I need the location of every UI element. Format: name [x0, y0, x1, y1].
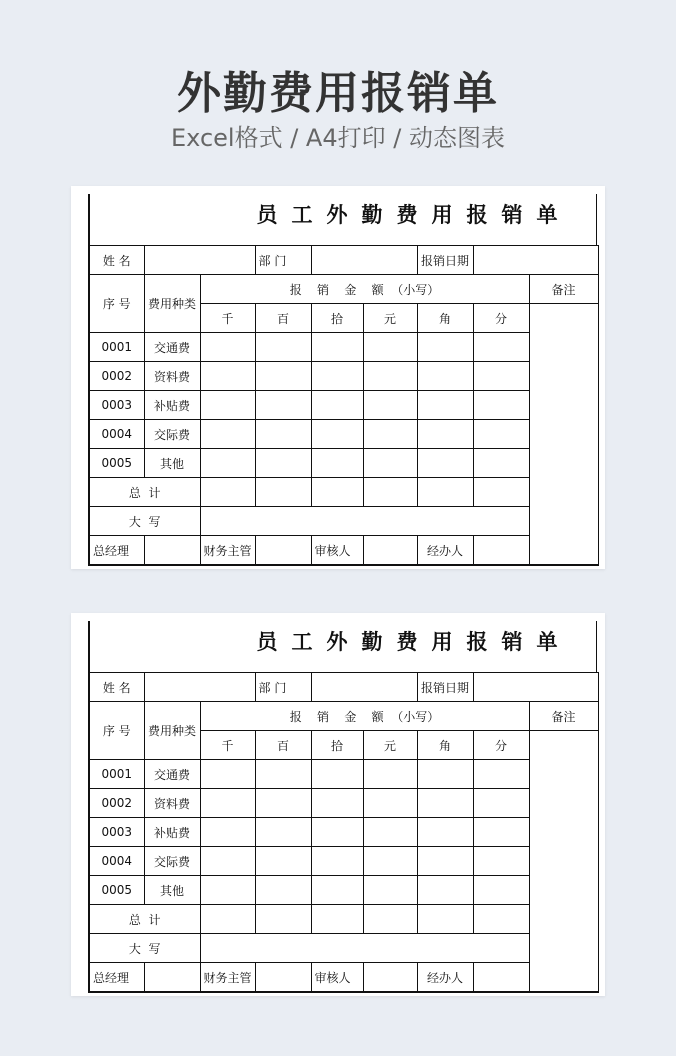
type-label: 费用种类: [144, 702, 200, 760]
form-sheet-1: [71, 186, 605, 569]
total-cell[interactable]: [200, 905, 255, 934]
amount-cell[interactable]: [311, 391, 363, 420]
amount-cell[interactable]: [255, 420, 311, 449]
amount-cell[interactable]: [363, 818, 417, 847]
capital-field[interactable]: [200, 507, 529, 536]
row-type: 其他: [144, 876, 200, 905]
unit-fen: 分: [473, 731, 529, 760]
unit-yuan: 元: [363, 731, 417, 760]
row-type: 交通费: [144, 760, 200, 789]
row-code: 0004: [89, 420, 144, 449]
amount-cell[interactable]: [255, 333, 311, 362]
amount-cell[interactable]: [417, 420, 473, 449]
amount-cell[interactable]: [311, 760, 363, 789]
amount-cell[interactable]: [311, 420, 363, 449]
amount-cell[interactable]: [473, 789, 529, 818]
manager-label: 总经理: [89, 536, 144, 566]
auditor-label: 审核人: [311, 536, 363, 566]
unit-thousand: 千: [200, 731, 255, 760]
unit-fen: 分: [473, 304, 529, 333]
remark-label: 备注: [529, 275, 598, 304]
page-subtitle: Excel格式 / A4打印 / 动态图表: [171, 124, 505, 152]
amount-cell[interactable]: [417, 789, 473, 818]
seq-label: 序 号: [89, 702, 144, 760]
auditor-field[interactable]: [363, 963, 417, 993]
name-field[interactable]: [144, 246, 255, 275]
amount-cell[interactable]: [200, 391, 255, 420]
name-field[interactable]: [144, 673, 255, 702]
amount-cell[interactable]: [473, 362, 529, 391]
amount-cell[interactable]: [255, 876, 311, 905]
row-type: 资料费: [144, 789, 200, 818]
amount-cell[interactable]: [363, 876, 417, 905]
unit-ten: 拾: [311, 731, 363, 760]
total-cell[interactable]: [417, 478, 473, 507]
finance-field[interactable]: [255, 963, 311, 993]
total-cell[interactable]: [363, 905, 417, 934]
form-title: 员工外勤费用报销单: [256, 629, 572, 654]
amount-cell[interactable]: [363, 449, 417, 478]
amount-cell[interactable]: [363, 391, 417, 420]
row-code: 0005: [89, 876, 144, 905]
amount-cell[interactable]: [363, 789, 417, 818]
amount-cell[interactable]: [363, 847, 417, 876]
remark-field[interactable]: [529, 731, 598, 993]
row-code: 0001: [89, 760, 144, 789]
amount-cell[interactable]: [473, 876, 529, 905]
unit-hundred: 百: [255, 731, 311, 760]
manager-label: 总经理: [89, 963, 144, 993]
total-cell[interactable]: [311, 478, 363, 507]
row-code: 0003: [89, 391, 144, 420]
total-cell[interactable]: [473, 905, 529, 934]
date-field[interactable]: [473, 246, 598, 275]
sheet-border-left: [88, 194, 90, 246]
amount-cell[interactable]: [417, 333, 473, 362]
page-title: 外勤费用报销单: [177, 68, 499, 119]
amount-cell[interactable]: [200, 818, 255, 847]
unit-jiao: 角: [417, 731, 473, 760]
amount-cell[interactable]: [363, 760, 417, 789]
amount-cell[interactable]: [200, 449, 255, 478]
total-label: 总 计: [89, 478, 200, 507]
amount-cell[interactable]: [311, 362, 363, 391]
form-title: 员工外勤费用报销单: [256, 202, 572, 227]
row-type: 补贴费: [144, 391, 200, 420]
amount-cell[interactable]: [255, 362, 311, 391]
unit-thousand: 千: [200, 304, 255, 333]
row-type: 资料费: [144, 362, 200, 391]
amount-cell[interactable]: [473, 333, 529, 362]
manager-field[interactable]: [144, 963, 200, 993]
total-cell[interactable]: [311, 905, 363, 934]
amount-cell[interactable]: [473, 818, 529, 847]
amount-cell[interactable]: [311, 847, 363, 876]
amount-cell[interactable]: [417, 760, 473, 789]
auditor-label: 审核人: [311, 963, 363, 993]
capital-label: 大 写: [89, 507, 200, 536]
form-sheet-2: [71, 613, 605, 996]
row-code: 0001: [89, 333, 144, 362]
amount-cell[interactable]: [255, 449, 311, 478]
unit-ten: 拾: [311, 304, 363, 333]
expense-table: [88, 672, 599, 993]
amount-cell[interactable]: [417, 876, 473, 905]
total-cell[interactable]: [363, 478, 417, 507]
capital-label: 大 写: [89, 934, 200, 963]
amount-cell[interactable]: [363, 420, 417, 449]
handler-field[interactable]: [473, 536, 529, 566]
amount-cell[interactable]: [473, 420, 529, 449]
dept-field[interactable]: [311, 246, 417, 275]
row-code: 0003: [89, 818, 144, 847]
sheet-border-left: [88, 621, 90, 673]
total-cell[interactable]: [255, 905, 311, 934]
handler-label: 经办人: [417, 536, 473, 566]
amount-cell[interactable]: [255, 818, 311, 847]
amount-cell[interactable]: [255, 847, 311, 876]
amount-cell[interactable]: [311, 876, 363, 905]
total-label: 总 计: [89, 905, 200, 934]
amount-header: 报 销 金 额 （小写）: [200, 702, 529, 731]
row-type: 交通费: [144, 333, 200, 362]
amount-cell[interactable]: [363, 362, 417, 391]
row-type: 补贴费: [144, 818, 200, 847]
unit-hundred: 百: [255, 304, 311, 333]
dept-label: 部 门: [255, 673, 311, 702]
amount-cell[interactable]: [200, 760, 255, 789]
amount-cell[interactable]: [200, 789, 255, 818]
row-type: 其他: [144, 449, 200, 478]
seq-label: 序 号: [89, 275, 144, 333]
date-label: 报销日期: [417, 673, 473, 702]
date-label: 报销日期: [417, 246, 473, 275]
name-label: 姓 名: [89, 246, 144, 275]
row-type: 交际费: [144, 420, 200, 449]
amount-cell[interactable]: [473, 847, 529, 876]
finance-field[interactable]: [255, 536, 311, 566]
amount-cell[interactable]: [255, 760, 311, 789]
auditor-field[interactable]: [363, 536, 417, 566]
row-code: 0002: [89, 362, 144, 391]
amount-cell[interactable]: [200, 420, 255, 449]
date-field[interactable]: [473, 673, 598, 702]
row-code: 0004: [89, 847, 144, 876]
amount-cell[interactable]: [311, 789, 363, 818]
unit-yuan: 元: [363, 304, 417, 333]
dept-label: 部 门: [255, 246, 311, 275]
handler-field[interactable]: [473, 963, 529, 993]
row-code: 0002: [89, 789, 144, 818]
unit-jiao: 角: [417, 304, 473, 333]
amount-cell[interactable]: [255, 391, 311, 420]
amount-header: 报 销 金 额 （小写）: [200, 275, 529, 304]
remark-label: 备注: [529, 702, 598, 731]
remark-field[interactable]: [529, 304, 598, 566]
row-type: 交际费: [144, 847, 200, 876]
expense-table: [88, 245, 599, 566]
amount-cell[interactable]: [200, 362, 255, 391]
total-cell[interactable]: [255, 478, 311, 507]
total-cell[interactable]: [417, 905, 473, 934]
handler-label: 经办人: [417, 963, 473, 993]
amount-cell[interactable]: [417, 391, 473, 420]
amount-cell[interactable]: [473, 760, 529, 789]
manager-field[interactable]: [144, 536, 200, 566]
finance-label: 财务主管: [200, 963, 255, 993]
total-cell[interactable]: [200, 478, 255, 507]
amount-cell[interactable]: [311, 333, 363, 362]
amount-cell[interactable]: [473, 449, 529, 478]
amount-cell[interactable]: [200, 876, 255, 905]
amount-cell[interactable]: [473, 391, 529, 420]
capital-field[interactable]: [200, 934, 529, 963]
amount-cell[interactable]: [417, 847, 473, 876]
amount-cell[interactable]: [363, 333, 417, 362]
amount-cell[interactable]: [311, 449, 363, 478]
row-code: 0005: [89, 449, 144, 478]
dept-field[interactable]: [311, 673, 417, 702]
amount-cell[interactable]: [200, 847, 255, 876]
name-label: 姓 名: [89, 673, 144, 702]
amount-cell[interactable]: [417, 449, 473, 478]
amount-cell[interactable]: [200, 333, 255, 362]
amount-cell[interactable]: [311, 818, 363, 847]
total-cell[interactable]: [473, 478, 529, 507]
finance-label: 财务主管: [200, 536, 255, 566]
amount-cell[interactable]: [255, 789, 311, 818]
amount-cell[interactable]: [417, 362, 473, 391]
type-label: 费用种类: [144, 275, 200, 333]
amount-cell[interactable]: [417, 818, 473, 847]
